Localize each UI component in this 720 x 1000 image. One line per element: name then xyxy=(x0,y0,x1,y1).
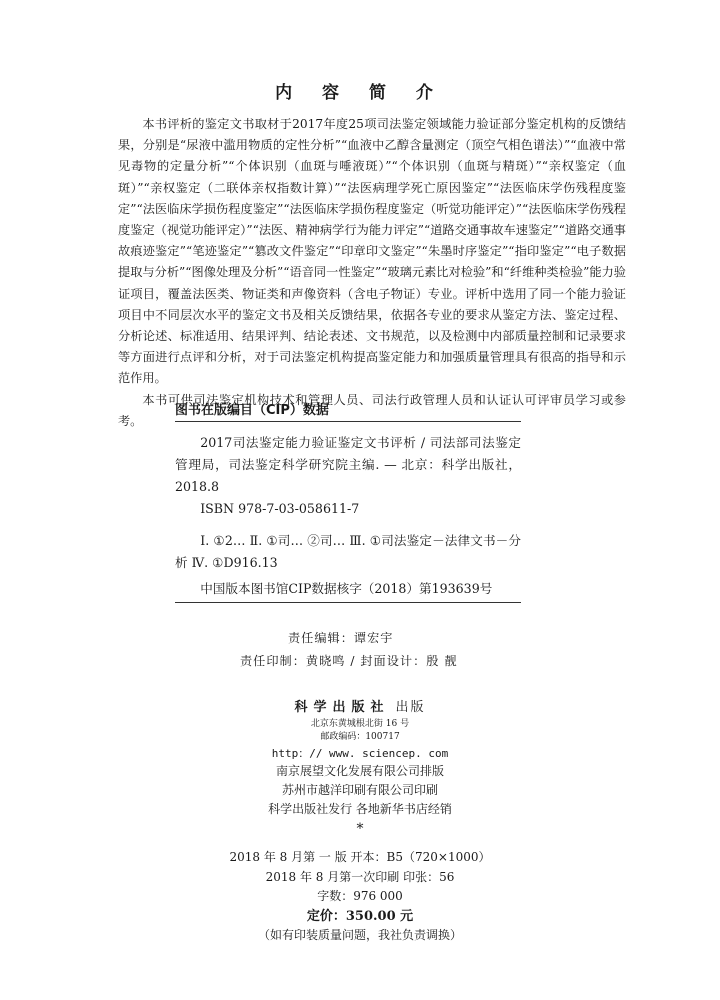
publisher-address: 北京东黄城根北街 16 号 xyxy=(310,719,410,729)
cip-block xyxy=(175,432,521,600)
content-summary xyxy=(118,114,626,432)
typesetter-line: 南京展望文化发展有限公司排版 xyxy=(275,764,444,778)
summary-paragraph: 本书评析的鉴定文书取材于2017年度25项司法鉴定领域能力验证部分鉴定机构的反馈结果，分别是“尿液中滥用物质的定性分析”“血液中乙醇含量测定（顶空气相色谱法）”“血液中常见毒物的定量分析”“个体识别（血斑与唾液斑）”“个体识别（血斑与精斑）”“亲权鉴定（血斑）”“亲权鉴定（二联体亲权指数计算）”“法医病理学死亡原因鉴定”“法医临床学伤残程度鉴定”“法医临床学损伤程度鉴定”“法医临床学损伤程度鉴定（听觉功能评定）”“法医临床学伤残程度鉴定（视觉功能评定）”“法医、精神病学行为能力评定”“道路交通事故车速鉴定”“道路交通事故痕迹鉴定”“笔迹鉴定”“篡改文件鉴定”“印章印文鉴定”“朱墨时序鉴定”“指印鉴定”“电子数据提取与分析”“图像处理及分析”“语音同一性鉴定”“玻璃元素比对检验”和“纤维种类检验”能力验证项目，覆盖法医类、物证类和声像资料（含电子物证）专业。评析中选用了同一个能力验证项目中不同层次水平的鉴定文书及相关反馈结果，依据各专业的要求从鉴定方法、鉴定过程、分析论述、标准适用、结果评判、结论表述、文书规范，以及检测中内部质量控制和记录要求等方面进行点评和分析，对于司法鉴定机构提高鉴定能力和加强质量管理具有很高的指导和示范作用。 xyxy=(118,117,626,386)
publisher-url: http：// www. sciencep. com xyxy=(271,747,449,760)
cip-entry: 2017司法鉴定能力验证鉴定文书评析 / 司法部司法鉴定管理局，司法鉴定科学研究院主编. — 北京：科学出版社，2018.8 xyxy=(175,435,521,494)
price: 定价：350.00 元 xyxy=(306,909,414,924)
publisher-logo-text: 科学出版社 xyxy=(294,700,390,715)
printer-line: 苏州市越洋印刷有限公司印刷 xyxy=(281,783,438,797)
print-and-cover-credits: 责任印制：黄晓鸣 / 封面设计：殷 靓 xyxy=(240,654,458,668)
cip-isbn: ISBN 978-7-03-058611-7 xyxy=(200,501,360,516)
separator-asterisk: * xyxy=(356,821,364,837)
printing-line: 2018 年 8 月第一次印刷 印张：56 xyxy=(265,870,455,884)
publisher-name xyxy=(0,696,720,715)
distribution-line: 科学出版社发行 各地新华书店经销 xyxy=(268,802,452,816)
cip-bottom-rule xyxy=(175,602,521,603)
word-count: 字数：976 000 xyxy=(317,889,403,903)
cip-heading: 图书在版编目（CIP）数据 xyxy=(175,403,329,418)
edition-line: 2018 年 8 月第 一 版 开本：B5（720×1000） xyxy=(229,850,491,864)
cip-classification: Ⅰ. ①2… Ⅱ. ①司… ②司… Ⅲ. ①司法鉴定－法律文书－分析 Ⅳ. ①D916.13 xyxy=(175,533,521,570)
page-title: 内 容 简 介 xyxy=(275,83,445,103)
cip-top-rule xyxy=(175,421,521,422)
quality-note: （如有印装质量问题，我社负责调换） xyxy=(257,928,462,942)
summary-paragraph: 本书可供司法鉴定机构技术和管理人员、司法行政管理人员和认证认可评审员学习或参考。 xyxy=(118,392,626,428)
publisher-label: 出版 xyxy=(395,700,426,715)
responsible-editor: 责任编辑：谭宏宇 xyxy=(288,631,394,645)
cip-number: 中国版本图书馆CIP数据核字（2018）第193639号 xyxy=(200,581,493,596)
publisher-postcode: 邮政编码：100717 xyxy=(320,732,400,742)
